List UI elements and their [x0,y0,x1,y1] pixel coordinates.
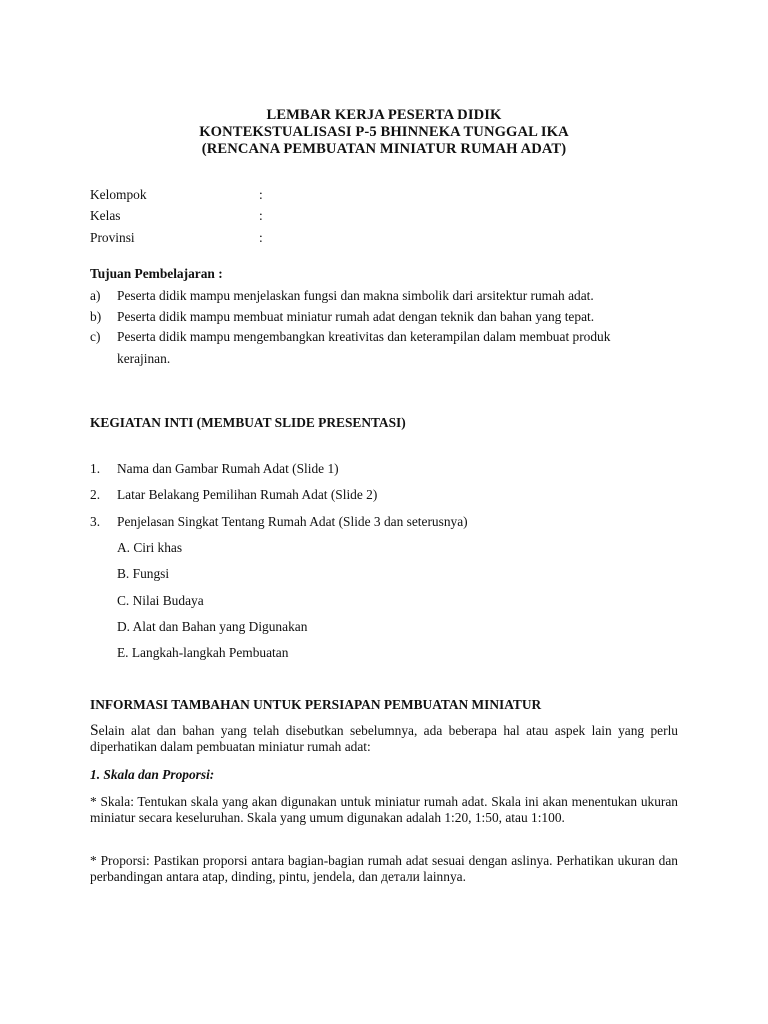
identity-label-kelompok: Kelompok [90,187,147,202]
title-line-2: KONTEKSTUALISASI P-5 BHINNEKA TUNGGAL IKA [199,124,569,140]
objective-marker-c: c) [90,329,101,344]
objective-marker-a: a) [90,288,101,303]
activity-text-1: Nama dan Gambar Rumah Adat (Slide 1) [117,461,339,476]
subitem-fungsi: B. Fungsi [117,566,170,581]
activity-marker-2: 2. [90,487,101,502]
activity-text-2: Latar Belakang Pemilihan Rumah Adat (Slide 2) [117,487,378,502]
objectives-heading: Tujuan Pembelajaran : [90,266,223,281]
section-skala-proporsi-heading: 1. Skala dan Proporsi: [90,767,215,782]
identity-colon-kelompok: : [259,187,263,202]
info-intro-initial: S [90,722,99,739]
objective-marker-b: b) [90,309,102,324]
info-heading: INFORMASI TAMBAHAN UNTUK PERSIAPAN PEMBUATAN MINIATUR [90,697,542,712]
subitem-ciri-khas: A. Ciri khas [117,540,183,555]
objective-text-c: Peserta didik mampu mengembangkan kreativitas dan keterampilan dalam membuat produk [117,329,611,344]
skala-paragraph: * Skala: Tentukan skala yang akan digunakan untuk miniatur rumah adat. Skala ini akan menentukan ukuran miniatur secara keseluruhan. Skala yang umum digunakan adalah 1:20, 1:50, atau 1:100. [90,794,678,825]
activity-text-3: Penjelasan Singkat Tentang Rumah Adat (Slide 3 dan seterusnya) [117,514,468,529]
activity-marker-1: 1. [90,461,101,476]
activity-marker-3: 3. [90,514,101,529]
identity-label-kelas: Kelas [90,208,121,223]
identity-label-provinsi: Provinsi [90,230,135,245]
activities-heading: KEGIATAN INTI (MEMBUAT SLIDE PRESENTASI) [90,415,406,430]
subitem-alat-bahan: D. Alat dan Bahan yang Digunakan [117,619,308,634]
objective-text-c-continuation: kerajinan. [117,351,171,366]
info-intro-text: elain alat dan bahan yang telah disebutkan sebelumnya, ada beberapa hal atau aspek lain yang perlu diperhatikan dalam pembuatan miniatur rumah adat: [90,723,678,754]
proporsi-paragraph: * Proporsi: Pastikan proporsi antara bagian-bagian rumah adat sesuai dengan aslinya. Perhatikan ukuran dan perbandingan antara atap, dinding, pintu, jendela, dan детали lainnya. [90,853,678,884]
identity-colon-kelas: : [259,208,263,223]
objective-text-b: Peserta didik mampu membuat miniatur rumah adat dengan teknik dan bahan yang tepat. [117,309,595,324]
subitem-langkah: E. Langkah-langkah Pembuatan [117,645,289,660]
info-intro-paragraph [90,723,678,755]
identity-colon-provinsi: : [259,230,263,245]
objective-text-a: Peserta didik mampu menjelaskan fungsi dan makna simbolik dari arsitektur rumah adat. [117,288,594,303]
title-line-3: (RENCANA PEMBUATAN MINIATUR RUMAH ADAT) [201,141,567,157]
subitem-nilai-budaya: C. Nilai Budaya [117,593,204,608]
title-line-1: LEMBAR KERJA PESERTA DIDIK [266,107,502,123]
